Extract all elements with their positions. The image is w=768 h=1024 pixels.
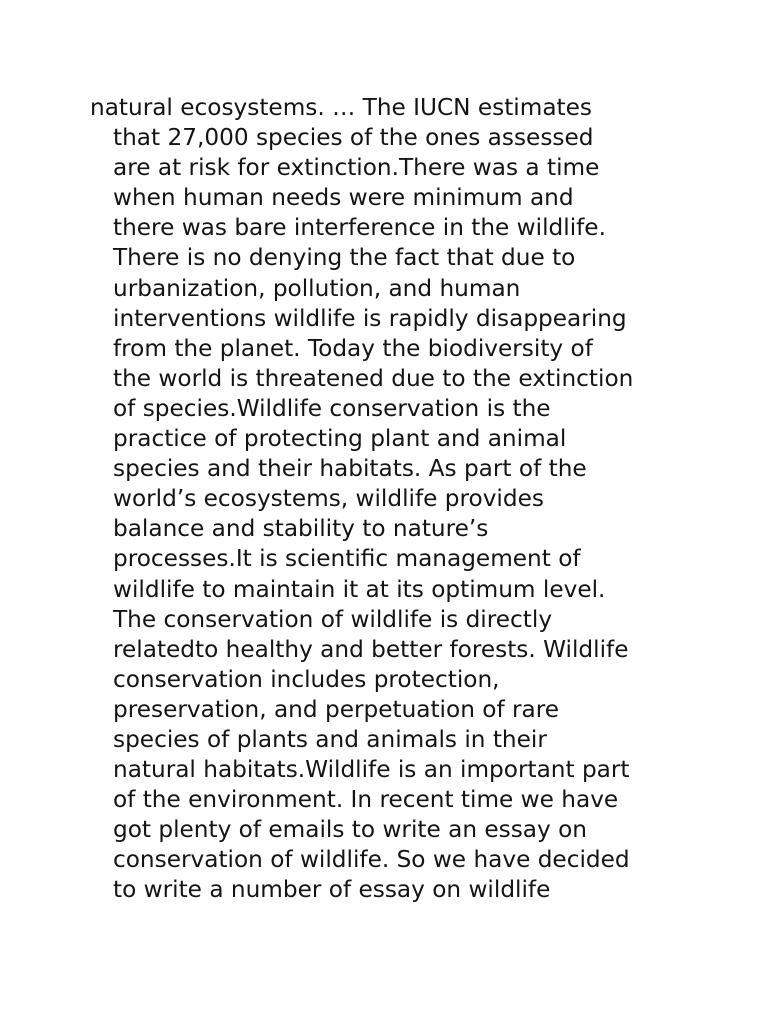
paragraph-line: The conservation of wildlife is directly <box>113 605 553 633</box>
paragraph-line: species of plants and animals in their <box>113 725 547 753</box>
paragraph-line: balance and stability to nature’s <box>113 515 489 543</box>
paragraph-line: practice of protecting plant and animal <box>113 425 567 453</box>
essay-paragraph <box>90 93 690 906</box>
paragraph-line: relatedto healthy and better forests. Wildlife <box>113 635 629 663</box>
paragraph-line: that 27,000 species of the ones assessed <box>113 124 594 152</box>
paragraph-line: from the planet. Today the biodiversity of <box>113 334 593 362</box>
paragraph-line: conservation of wildlife. So we have decided <box>113 846 630 874</box>
paragraph-line: preservation, and perpetuation of rare <box>113 695 560 723</box>
paragraph-line: processes.It is scientific management of <box>113 545 581 573</box>
paragraph-line: world’s ecosystems, wildlife provides <box>113 485 544 513</box>
paragraph-line: wildlife to maintain it at its optimum level. <box>113 575 606 603</box>
paragraph-line: of species.Wildlife conservation is the <box>113 394 551 422</box>
paragraph-line: to write a number of essay on wildlife <box>113 876 551 904</box>
paragraph-line: urbanization, pollution, and human <box>113 274 521 302</box>
paragraph-line: natural ecosystems. … The IUCN estimates <box>90 94 592 121</box>
paragraph-line: of the environment. In recent time we have <box>113 786 619 814</box>
paragraph-line: conservation includes protection, <box>113 665 500 693</box>
paragraph-line: the world is threatened due to the extinction <box>113 364 634 392</box>
paragraph-line: are at risk for extinction.There was a time <box>113 154 600 182</box>
paragraph-line: species and their habitats. As part of the <box>113 455 587 483</box>
paragraph-line: interventions wildlife is rapidly disappearing <box>113 304 627 332</box>
paragraph-line: natural habitats.Wildlife is an important part <box>113 756 630 784</box>
paragraph-line: there was bare interference in the wildlife. <box>113 214 606 242</box>
paragraph-line: when human needs were minimum and <box>113 184 574 212</box>
paragraph-line: There is no denying the fact that due to <box>113 244 576 272</box>
paragraph-line: got plenty of emails to write an essay on <box>113 816 587 844</box>
